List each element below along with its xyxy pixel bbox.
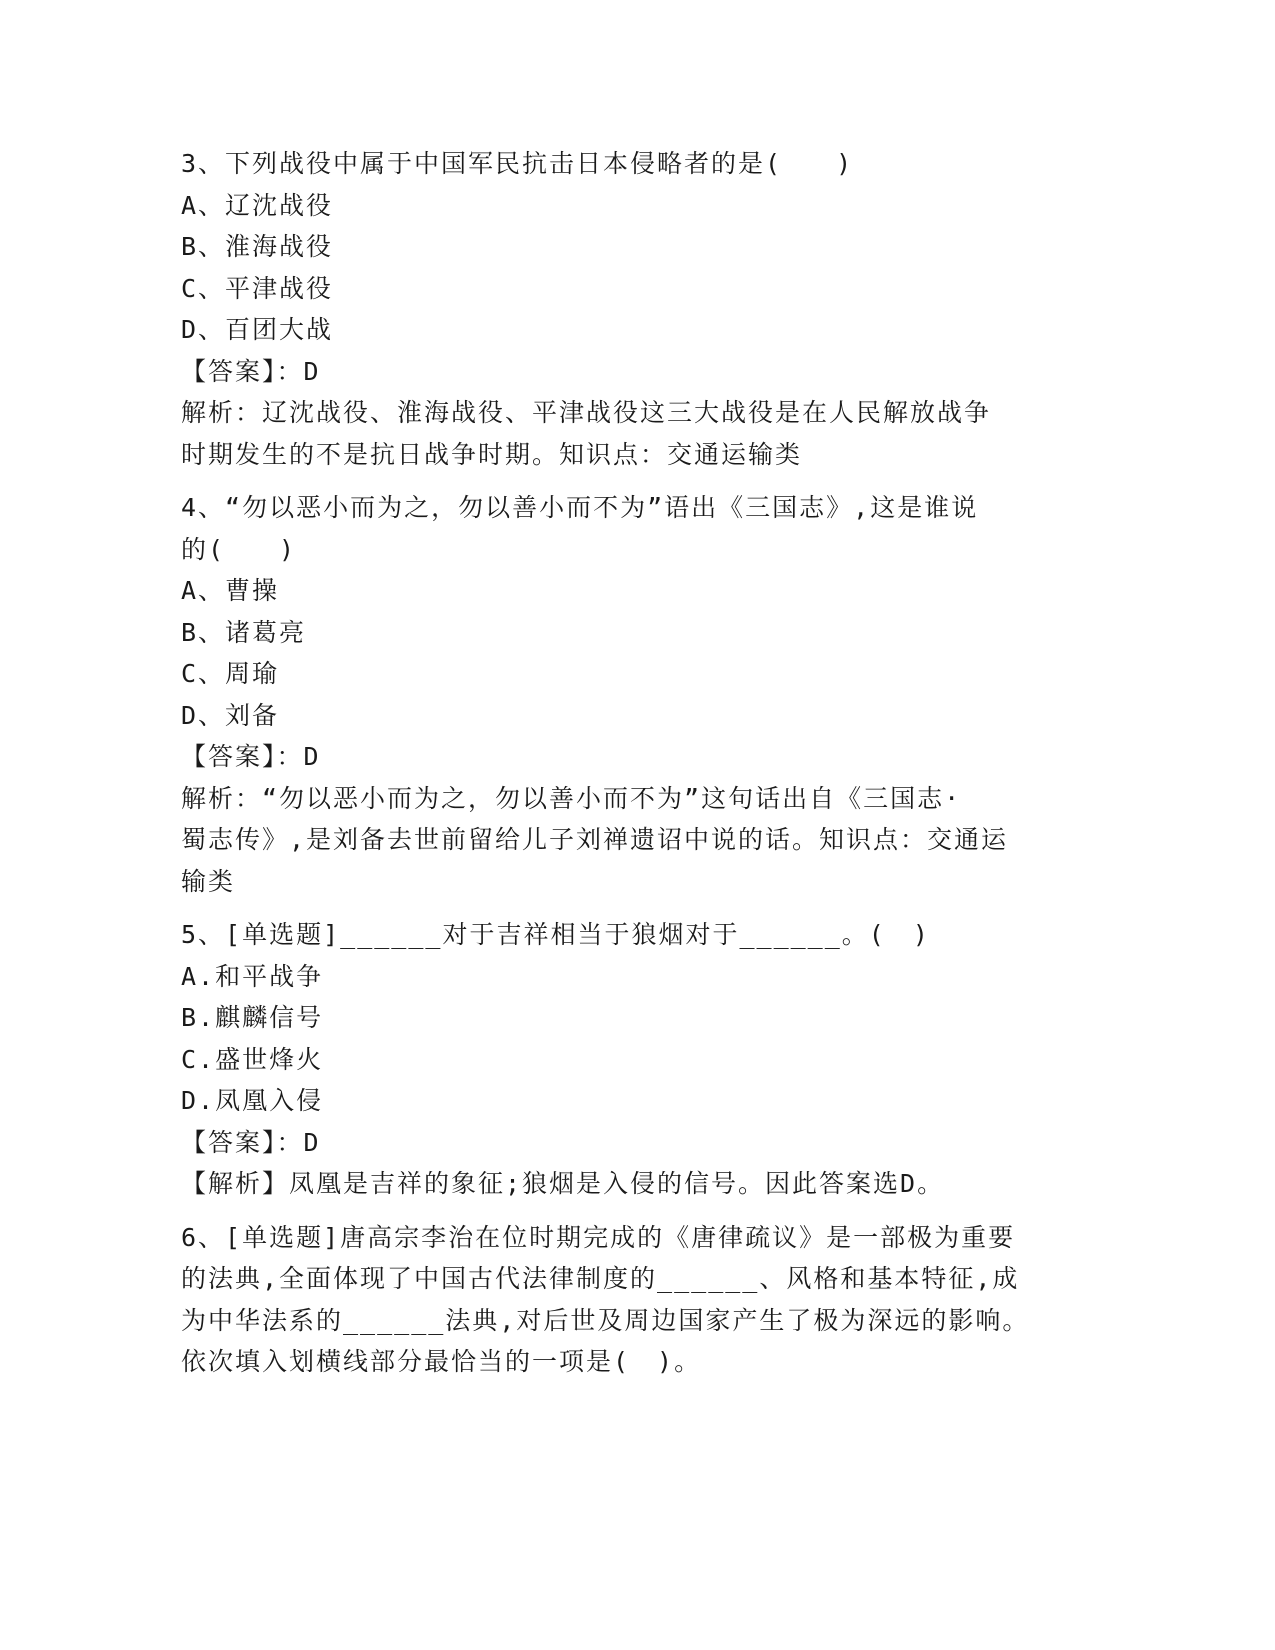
analysis-line: 蜀志传》,是刘备去世前留给儿子刘禅遗诏中说的话。知识点：交通运 [181,825,1009,854]
question-stem-line: 为中华法系的______法典,对后世及周边国家产生了极为深远的影响。 [181,1305,1030,1335]
option-c: C.盛世烽火 [181,1044,324,1074]
question-stem-line: 的( ) [181,534,297,564]
question-5 [181,914,1061,1205]
analysis-line: 解析：“勿以恶小而为之，勿以善小而不为”这句话出自《三国志· [181,783,962,813]
question-stem-line: 3、下列战役中属于中国军民抗击日本侵略者的是( ) [181,149,854,178]
question-stem-line: 4、“勿以恶小而为之，勿以善小而不为”语出《三国志》,这是谁说 [181,493,979,522]
option-a: A.和平战争 [181,961,324,991]
analysis-line: 输类 [181,866,236,896]
answer-line: 【答案】：D [181,1127,321,1157]
option-b: B.麒麟信号 [181,1003,324,1032]
analysis-line: 时期发生的不是抗日战争时期。知识点：交通运输类 [181,439,803,469]
option-b: B、淮海战役 [181,232,334,261]
answer-line: 【答案】：D [181,356,321,386]
question-4 [181,487,1061,902]
analysis-line: 解析：辽沈战役、淮海战役、平津战役这三大战役是在人民解放战争 [181,398,992,427]
option-d: D、百团大战 [181,315,334,344]
option-d: D.凤凰入侵 [181,1086,324,1115]
option-d: D、刘备 [181,700,280,730]
question-3 [181,143,1061,475]
answer-line: 【答案】：D [181,742,321,771]
question-6 [181,1217,1061,1383]
question-stem-line: 6、[单选题]唐高宗李治在位时期完成的《唐律疏议》是一部极为重要 [181,1222,1016,1252]
question-stem-line: 5、[单选题]______对于吉祥相当于狼烟对于______。( ) [181,920,930,949]
option-c: C、周瑜 [181,659,280,688]
document-page [181,143,1061,1383]
question-stem-line: 的法典,全面体现了中国古代法律制度的______、风格和基本特征,成 [181,1264,1020,1293]
option-c: C、平津战役 [181,273,334,303]
option-a: A、曹操 [181,576,280,605]
question-stem-line: 依次填入划横线部分最恰当的一项是( )。 [181,1347,702,1376]
analysis-line: 【解析】凤凰是吉祥的象征;狼烟是入侵的信号。因此答案选D。 [181,1169,945,1198]
option-b: B、诸葛亮 [181,617,307,647]
option-a: A、辽沈战役 [181,190,334,220]
